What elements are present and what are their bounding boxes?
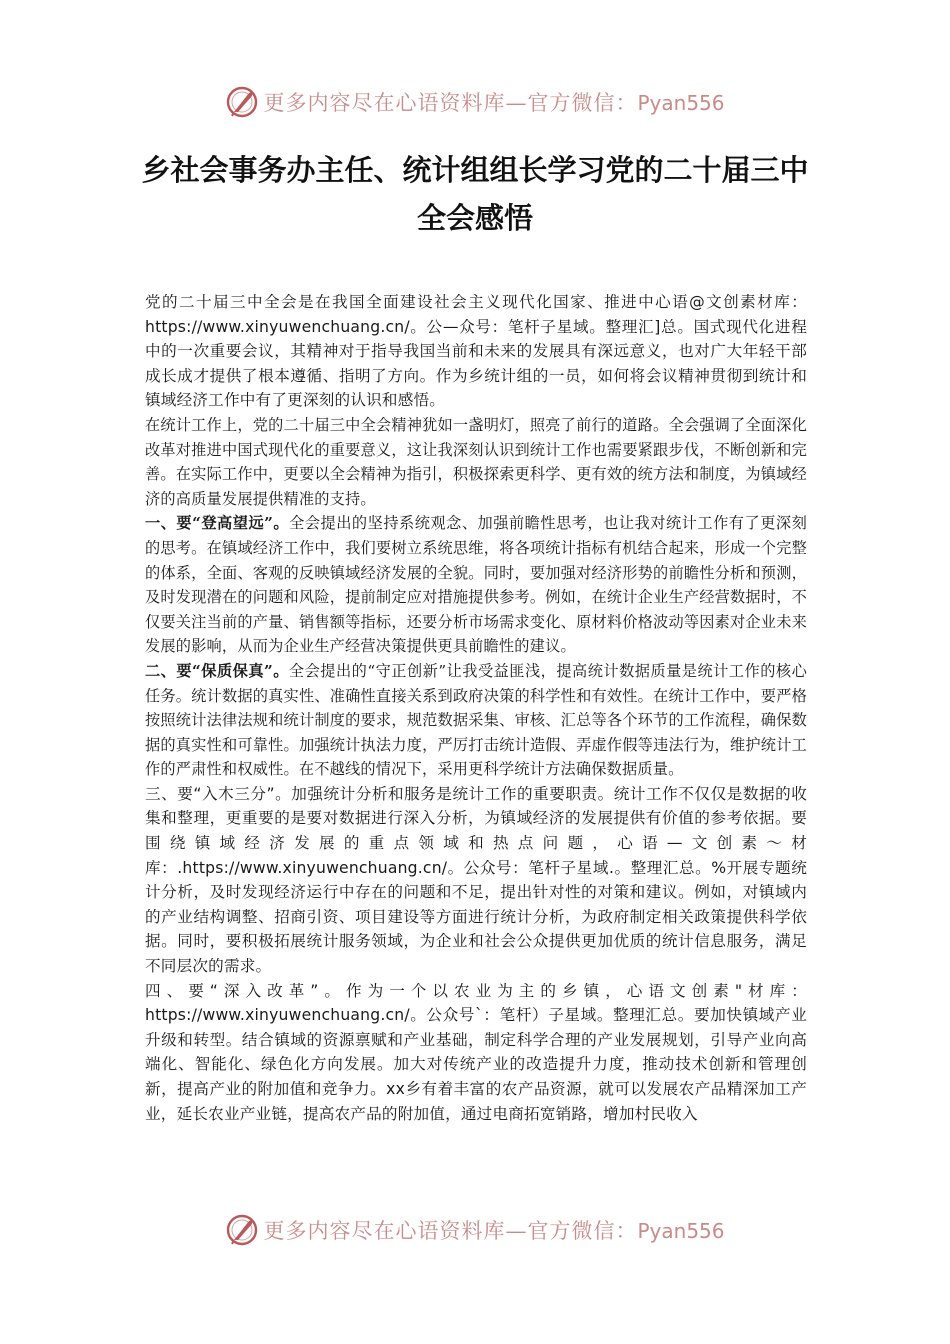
quill-pen-logo-icon — [225, 1213, 259, 1247]
banner-text: 更多内容尽在心语资料库—官方微信：Pyan556 — [263, 1219, 725, 1243]
paragraph-text: 三、要“入木三分”。加强统计分析和服务是统计工作的重要职责。统计工作不仅仅是数据的收集和整理，更重要的是要对数据进行深入分析，为镇域经济的发展提供有价值的参考依据。要围绕镇域经济发展的重点领域和热点问题，心语—文创素～材库：.https://www.xinyuwenchuang.cn/。公众号：笔杆子星域.。整理汇总。%开展专题统计分析，及时发现经济运行中存在的问题和不足，提出针对性的对策和建议。例如，对镇域内的产业结构调整、招商引资、项目建设等方面进行统计分析，为政府制定相关政策提供科学依据。同时，要积极拓展统计服务领域，为企业和社会公众提供更加优质的统计信息服务，满足不同层次的需求。 — [145, 784, 807, 976]
paragraph-point-4 — [145, 979, 807, 1127]
header-banner — [0, 82, 950, 122]
paragraph-text: 党的二十届三中全会是在我国全面建设社会主义现代化国家、推进中心语@文创素材库：https://www.xinyuwenchuang.cn/。公—众号：笔杆子星域。整理汇]总。国式现代化进程中的一次重要会议，其精神对于指导我国当前和未来的发展具有深远意义，也对广大年轻干部成长成才提供了根本遵循、指明了方向。作为乡统计组的一员，如何将会议精神贯彻到统计和镇域经济工作中有了更深刻的认识和感悟。 — [145, 293, 807, 410]
footer-banner — [0, 1210, 950, 1250]
paragraph-text: 四、要“深入改革”。作为一个以农业为主的乡镇，心语文创素"材库：https://www.xinyuwenchuang.cn/。公众号`：笔杆）子星域。整理汇总。要加快镇域产业升级和转型。结合镇域的资源禀赋和产业基础，制定科学合理的产业发展规划，引导产业向高端化、智能化、绿色化方向发展。加大对传统产业的改造提升力度，推动技术创新和管理创新，提高产业的附加值和竞争力。xx乡有着丰富的农产品资源，就可以发展农产品精深加工产业，延长农业产业链，提高农产品的附加值，通过电商拓宽销路，增加村民收入 — [145, 981, 807, 1123]
paragraph-intro — [145, 290, 807, 413]
banner-text: 更多内容尽在心语资料库—官方微信：Pyan556 — [263, 91, 725, 115]
paragraph-text: 全会提出的坚持系统观念、加强前瞻性思考，也让我对统计工作有了更深刻的思考。在镇域经济工作中，我们要树立系统思维，将各项统计指标有机结合起来，形成一个完整的体系，全面、客观的反映镇域经济发展的全貌。同时，要加强对经济形势的前瞻性分析和预测，及时发现潜在的问题和风险，提前制定应对措施提供参考。例如，在统计企业生产经营数据时，不仅要关注当前的产量、销售额等指标，还要分析市场需求变化、原材料价格波动等因素对企业未来发展的影响，从而为企业生产经营决策提供更具前瞻性的建议。 — [145, 514, 807, 656]
banner-wechat-id: Pyan556 — [637, 91, 725, 115]
paragraph-point-1 — [145, 511, 807, 659]
document-body — [145, 290, 807, 1126]
quill-pen-logo-icon — [225, 85, 259, 119]
page-title: 乡社会事务办主任、统计组组长学习党的二十届三中全会感悟 — [141, 153, 809, 235]
paragraph-statistics-work — [145, 413, 807, 511]
paragraph-text: 全会提出的“守正创新”让我受益匪浅，提高统计数据质量是统计工作的核心任务。统计数据的真实性、准确性直接关系到政府决策的科学性和有效性。在统计工作中，要严格按照统计法律法规和统计制度的要求，规范数据采集、审核、汇总等各个环节的工作流程，确保数据的真实性和可靠性。加强统计执法力度，严厉打击统计造假、弄虚作假等违法行为，维护统计工作的严肃性和权威性。在不越线的情况下，采用更科学统计方法确保数据质量。 — [145, 661, 807, 779]
paragraph-heading: 一、要“登高望远”。 — [145, 514, 290, 533]
banner-wechat-id: Pyan556 — [637, 1219, 725, 1243]
paragraph-point-2 — [145, 659, 807, 782]
paragraph-point-3 — [145, 782, 807, 979]
paragraph-text: 在统计工作上，党的二十届三中全会精神犹如一盏明灯，照亮了前行的道路。全会强调了全面深化改革对推进中国式现代化的重要意义，这让我深刻认识到统计工作也需要紧跟步伐，不断创新和完善。在实际工作中，更要以全会精神为指引，积极探索更科学、更有效的统方法和制度，为镇域经济的高质量发展提供精准的支持。 — [145, 415, 807, 508]
paragraph-heading: 二、要“保质保真”。 — [145, 661, 289, 680]
